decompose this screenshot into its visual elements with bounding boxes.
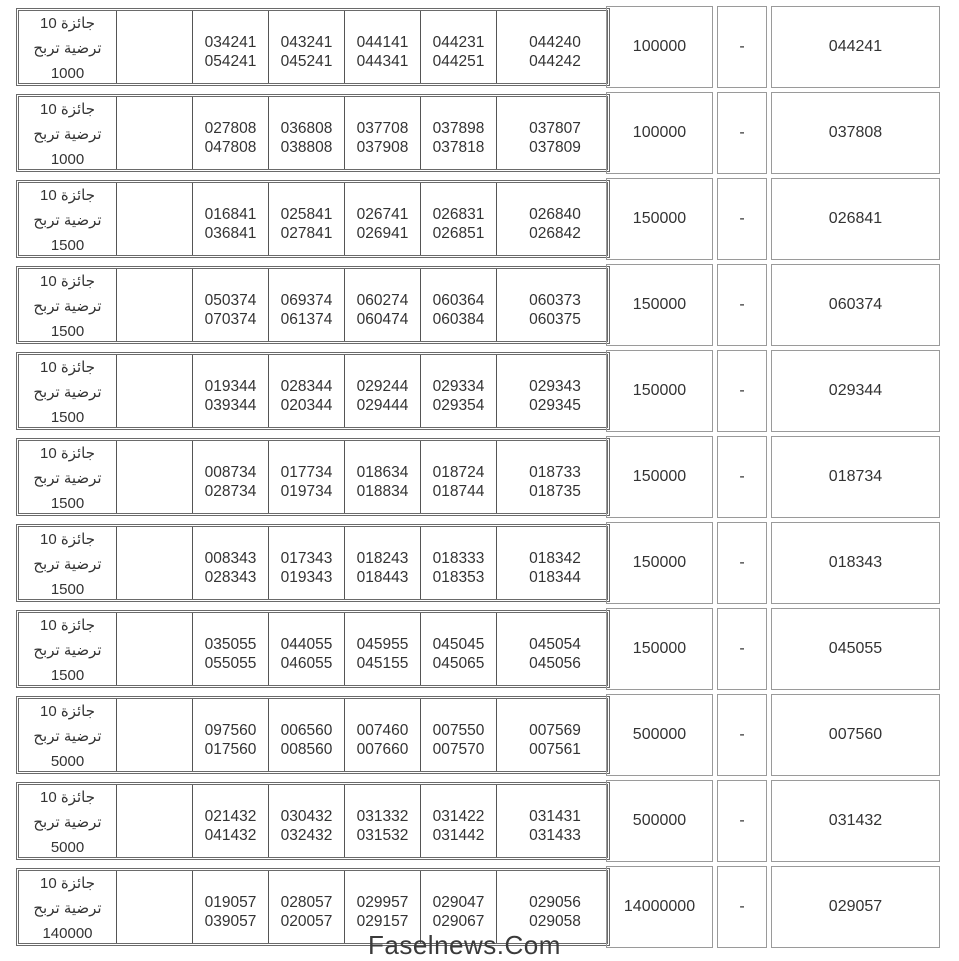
consolation-number: 007570 — [432, 741, 485, 758]
number-pair-cell — [193, 527, 269, 599]
consolation-number: 018342 — [529, 550, 581, 567]
prize-description-cell — [19, 269, 117, 341]
prize-count: 10 جائزة — [39, 789, 95, 806]
dash-cell: - — [717, 436, 767, 518]
winning-number-cell: 044241 — [771, 6, 940, 88]
consolation-prizes-block — [16, 438, 610, 516]
consolation-prizes-block — [16, 782, 610, 860]
prize-label: ترضية تربح — [33, 728, 102, 745]
consolation-number: 007550 — [432, 722, 485, 739]
consolation-number: 045241 — [280, 53, 333, 70]
prize-amount: 1500 — [50, 409, 85, 426]
consolation-number: 031532 — [356, 827, 409, 844]
consolation-number: 047808 — [204, 139, 257, 156]
consolation-number: 045054 — [529, 636, 581, 653]
empty-cell — [117, 613, 193, 685]
number-pair-cell — [193, 613, 269, 685]
consolation-number: 029058 — [529, 913, 581, 930]
winning-number-cell: 018734 — [771, 436, 940, 518]
empty-cell — [117, 871, 193, 943]
consolation-number: 029957 — [356, 894, 409, 911]
prize-label: ترضية تربح — [33, 900, 102, 917]
number-pair-cell — [193, 355, 269, 427]
consolation-number: 026831 — [432, 206, 485, 223]
number-pair-cell — [269, 269, 345, 341]
number-pair-cell — [193, 441, 269, 513]
winning-number-cell: 026841 — [771, 178, 940, 260]
prize-count: 10 جائزة — [39, 273, 95, 290]
number-pair-cell — [497, 699, 613, 771]
table-row — [8, 606, 943, 692]
table-row — [8, 262, 943, 348]
winning-number-cell: 007560 — [771, 694, 940, 776]
number-pair-cell — [193, 11, 269, 83]
consolation-number: 060375 — [529, 311, 581, 328]
number-pair-cell — [269, 699, 345, 771]
winning-number-cell: 045055 — [771, 608, 940, 690]
prize-count: 10 جائزة — [39, 875, 95, 892]
number-pair-cell — [345, 355, 421, 427]
number-pair-cell — [497, 11, 613, 83]
prize-count: 10 جائزة — [39, 703, 95, 720]
consolation-number: 039344 — [204, 397, 257, 414]
consolation-number: 029343 — [529, 378, 581, 395]
consolation-number: 028344 — [280, 378, 333, 395]
prize-amount: 1500 — [50, 667, 85, 684]
consolation-number: 018344 — [529, 569, 581, 586]
consolation-number: 026842 — [529, 225, 581, 242]
prize-description-cell — [19, 441, 117, 513]
number-pair-cell — [193, 699, 269, 771]
consolation-number: 061374 — [280, 311, 333, 328]
main-prize-cell: 150000 — [606, 522, 713, 604]
winning-number-cell: 060374 — [771, 264, 940, 346]
consolation-number: 032432 — [280, 827, 333, 844]
consolation-number: 046055 — [280, 655, 333, 672]
consolation-number: 044341 — [356, 53, 409, 70]
consolation-number: 007660 — [356, 741, 409, 758]
prize-description-cell — [19, 613, 117, 685]
prize-amount: 1500 — [50, 581, 85, 598]
main-prize-cell: 150000 — [606, 264, 713, 346]
consolation-number: 016841 — [204, 206, 257, 223]
number-pair-cell — [421, 97, 497, 169]
consolation-number: 037818 — [432, 139, 485, 156]
consolation-number: 060373 — [529, 292, 581, 309]
prize-description-cell — [19, 97, 117, 169]
winning-number-cell: 029057 — [771, 866, 940, 948]
prize-label: ترضية تربح — [33, 126, 102, 143]
main-prize-cell: 100000 — [606, 92, 713, 174]
consolation-number: 027808 — [204, 120, 257, 137]
main-prize-cell: 150000 — [606, 178, 713, 260]
main-prize-cell: 150000 — [606, 436, 713, 518]
consolation-prizes-block — [16, 94, 610, 172]
number-pair-cell — [193, 97, 269, 169]
empty-cell — [117, 699, 193, 771]
number-pair-cell — [421, 269, 497, 341]
prize-count: 10 جائزة — [39, 101, 95, 118]
number-pair-cell — [421, 355, 497, 427]
consolation-number: 029067 — [432, 913, 485, 930]
prize-description-cell — [19, 11, 117, 83]
number-pair-cell — [345, 97, 421, 169]
consolation-number: 021432 — [204, 808, 257, 825]
number-pair-cell — [345, 183, 421, 255]
prize-count: 10 جائزة — [39, 445, 95, 462]
consolation-number: 019057 — [204, 894, 257, 911]
number-pair-cell — [345, 785, 421, 857]
empty-cell — [117, 441, 193, 513]
consolation-number: 044141 — [356, 34, 409, 51]
number-pair-cell — [497, 97, 613, 169]
consolation-number: 044251 — [432, 53, 485, 70]
consolation-number: 031433 — [529, 827, 581, 844]
dash-cell: - — [717, 694, 767, 776]
dash-cell: - — [717, 522, 767, 604]
consolation-number: 044231 — [432, 34, 485, 51]
number-pair-cell — [193, 183, 269, 255]
prize-count: 10 جائزة — [39, 187, 95, 204]
number-pair-cell — [421, 699, 497, 771]
consolation-number: 018243 — [356, 550, 409, 567]
consolation-number: 070374 — [204, 311, 257, 328]
number-pair-cell — [421, 183, 497, 255]
consolation-number: 028734 — [204, 483, 257, 500]
prize-label: ترضية تربح — [33, 212, 102, 229]
number-pair-cell — [345, 11, 421, 83]
number-pair-cell — [269, 11, 345, 83]
winning-number-cell: 031432 — [771, 780, 940, 862]
empty-cell — [117, 355, 193, 427]
number-pair-cell — [421, 527, 497, 599]
consolation-number: 060474 — [356, 311, 409, 328]
consolation-number: 018735 — [529, 483, 581, 500]
consolation-number: 018333 — [432, 550, 485, 567]
consolation-prizes-block — [16, 8, 610, 86]
dash-cell: - — [717, 92, 767, 174]
consolation-number: 029047 — [432, 894, 485, 911]
number-pair-cell — [497, 441, 613, 513]
consolation-number: 054241 — [204, 53, 257, 70]
prize-description-cell — [19, 699, 117, 771]
consolation-number: 028057 — [280, 894, 333, 911]
prize-amount: 1500 — [50, 237, 85, 254]
prize-amount: 1500 — [50, 495, 85, 512]
consolation-number: 028343 — [204, 569, 257, 586]
consolation-number: 029334 — [432, 378, 485, 395]
consolation-prizes-block — [16, 180, 610, 258]
consolation-number: 029354 — [432, 397, 485, 414]
consolation-number: 045155 — [356, 655, 409, 672]
consolation-number: 031431 — [529, 808, 581, 825]
prize-label: ترضية تربح — [33, 556, 102, 573]
consolation-number: 025841 — [280, 206, 333, 223]
number-pair-cell — [269, 441, 345, 513]
number-pair-cell — [497, 527, 613, 599]
consolation-number: 037708 — [356, 120, 409, 137]
consolation-number: 037908 — [356, 139, 409, 156]
empty-cell — [117, 183, 193, 255]
dash-cell: - — [717, 264, 767, 346]
number-pair-cell — [497, 785, 613, 857]
consolation-number: 007569 — [529, 722, 581, 739]
table-row — [8, 778, 943, 864]
number-pair-cell — [421, 441, 497, 513]
consolation-number: 060364 — [432, 292, 485, 309]
number-pair-cell — [421, 785, 497, 857]
number-pair-cell — [497, 183, 613, 255]
consolation-number: 026741 — [356, 206, 409, 223]
consolation-number: 017343 — [280, 550, 333, 567]
consolation-number: 029345 — [529, 397, 581, 414]
table-row — [8, 4, 943, 90]
consolation-number: 027841 — [280, 225, 333, 242]
consolation-number: 097560 — [204, 722, 257, 739]
number-pair-cell — [421, 613, 497, 685]
consolation-number: 018353 — [432, 569, 485, 586]
main-prize-cell: 150000 — [606, 608, 713, 690]
number-pair-cell — [269, 527, 345, 599]
number-pair-cell — [345, 441, 421, 513]
consolation-number: 026941 — [356, 225, 409, 242]
consolation-number: 029444 — [356, 397, 409, 414]
winning-number-cell: 037808 — [771, 92, 940, 174]
consolation-number: 030432 — [280, 808, 333, 825]
dash-cell: - — [717, 350, 767, 432]
consolation-number: 069374 — [280, 292, 333, 309]
prize-count: 10 جائزة — [39, 531, 95, 548]
consolation-number: 045056 — [529, 655, 581, 672]
consolation-number: 039057 — [204, 913, 257, 930]
table-row — [8, 90, 943, 176]
number-pair-cell — [193, 785, 269, 857]
table-row — [8, 348, 943, 434]
consolation-number: 038808 — [280, 139, 333, 156]
consolation-number: 019344 — [204, 378, 257, 395]
number-pair-cell — [269, 785, 345, 857]
table-row — [8, 434, 943, 520]
table-row — [8, 520, 943, 606]
number-pair-cell — [193, 871, 269, 943]
number-pair-cell — [345, 269, 421, 341]
consolation-number: 008560 — [280, 741, 333, 758]
main-prize-cell: 14000000 — [606, 866, 713, 948]
prize-description-cell — [19, 871, 117, 943]
consolation-prizes-block — [16, 352, 610, 430]
consolation-number: 017734 — [280, 464, 333, 481]
winning-number-cell: 029344 — [771, 350, 940, 432]
consolation-number: 045955 — [356, 636, 409, 653]
consolation-number: 018724 — [432, 464, 485, 481]
consolation-prizes-block — [16, 696, 610, 774]
consolation-number: 043241 — [280, 34, 333, 51]
consolation-number: 037809 — [529, 139, 581, 156]
consolation-prizes-block — [16, 610, 610, 688]
consolation-number: 006560 — [280, 722, 333, 739]
main-prize-cell: 500000 — [606, 694, 713, 776]
consolation-number: 029244 — [356, 378, 409, 395]
consolation-number: 035055 — [204, 636, 257, 653]
consolation-number: 029056 — [529, 894, 581, 911]
dash-cell: - — [717, 608, 767, 690]
prize-label: ترضية تربح — [33, 40, 102, 57]
consolation-number: 018733 — [529, 464, 581, 481]
consolation-number: 044240 — [529, 34, 581, 51]
consolation-number: 026840 — [529, 206, 581, 223]
dash-cell: - — [717, 6, 767, 88]
main-prize-cell: 150000 — [606, 350, 713, 432]
consolation-number: 031442 — [432, 827, 485, 844]
empty-cell — [117, 11, 193, 83]
number-pair-cell — [269, 97, 345, 169]
consolation-number: 008734 — [204, 464, 257, 481]
consolation-number: 055055 — [204, 655, 257, 672]
table-row — [8, 692, 943, 778]
consolation-number: 037807 — [529, 120, 581, 137]
dash-cell: - — [717, 780, 767, 862]
main-prize-cell: 100000 — [606, 6, 713, 88]
consolation-number: 037898 — [432, 120, 485, 137]
consolation-number: 031422 — [432, 808, 485, 825]
prize-amount: 140000 — [42, 925, 93, 942]
dash-cell: - — [717, 178, 767, 260]
table-row — [8, 176, 943, 262]
consolation-number: 044242 — [529, 53, 581, 70]
prize-count: 10 جائزة — [39, 359, 95, 376]
consolation-number: 020344 — [280, 397, 333, 414]
empty-cell — [117, 785, 193, 857]
prize-amount: 1000 — [50, 151, 85, 168]
consolation-number: 026851 — [432, 225, 485, 242]
number-pair-cell — [421, 11, 497, 83]
number-pair-cell — [497, 613, 613, 685]
consolation-number: 060384 — [432, 311, 485, 328]
empty-cell — [117, 527, 193, 599]
prize-description-cell — [19, 527, 117, 599]
watermark: Faselnews.Com — [368, 930, 561, 960]
consolation-number: 060274 — [356, 292, 409, 309]
prize-label: ترضية تربح — [33, 384, 102, 401]
number-pair-cell — [193, 269, 269, 341]
number-pair-cell — [345, 699, 421, 771]
consolation-number: 020057 — [280, 913, 333, 930]
consolation-number: 018834 — [356, 483, 409, 500]
consolation-number: 050374 — [204, 292, 257, 309]
main-prize-cell: 500000 — [606, 780, 713, 862]
consolation-number: 029157 — [356, 913, 409, 930]
number-pair-cell — [269, 871, 345, 943]
consolation-number: 008343 — [204, 550, 257, 567]
prize-amount: 5000 — [50, 839, 85, 856]
consolation-number: 041432 — [204, 827, 257, 844]
consolation-number: 036808 — [280, 120, 333, 137]
consolation-prizes-block — [16, 266, 610, 344]
empty-cell — [117, 97, 193, 169]
consolation-number: 019734 — [280, 483, 333, 500]
consolation-number: 018634 — [356, 464, 409, 481]
prize-amount: 5000 — [50, 753, 85, 770]
number-pair-cell — [269, 613, 345, 685]
consolation-number: 007460 — [356, 722, 409, 739]
dash-cell: - — [717, 866, 767, 948]
consolation-number: 019343 — [280, 569, 333, 586]
prize-label: ترضية تربح — [33, 470, 102, 487]
consolation-number: 045065 — [432, 655, 485, 672]
consolation-number: 034241 — [204, 34, 257, 51]
prize-label: ترضية تربح — [33, 298, 102, 315]
consolation-number: 031332 — [356, 808, 409, 825]
consolation-number: 036841 — [204, 225, 257, 242]
number-pair-cell — [269, 355, 345, 427]
prize-count: 10 جائزة — [39, 15, 95, 32]
winning-number-cell: 018343 — [771, 522, 940, 604]
number-pair-cell — [497, 269, 613, 341]
consolation-number: 018443 — [356, 569, 409, 586]
number-pair-cell — [345, 527, 421, 599]
number-pair-cell — [269, 183, 345, 255]
prize-count: 10 جائزة — [39, 617, 95, 634]
prize-description-cell — [19, 785, 117, 857]
prize-amount: 1500 — [50, 323, 85, 340]
prize-amount: 1000 — [50, 65, 85, 82]
consolation-number: 044055 — [280, 636, 333, 653]
prize-label: ترضية تربح — [33, 814, 102, 831]
prize-description-cell — [19, 355, 117, 427]
empty-cell — [117, 269, 193, 341]
number-pair-cell — [345, 613, 421, 685]
consolation-number: 018744 — [432, 483, 485, 500]
consolation-number: 007561 — [529, 741, 581, 758]
prize-description-cell — [19, 183, 117, 255]
number-pair-cell — [497, 355, 613, 427]
consolation-number: 045045 — [432, 636, 485, 653]
consolation-prizes-block — [16, 524, 610, 602]
prize-label: ترضية تربح — [33, 642, 102, 659]
consolation-number: 017560 — [204, 741, 257, 758]
